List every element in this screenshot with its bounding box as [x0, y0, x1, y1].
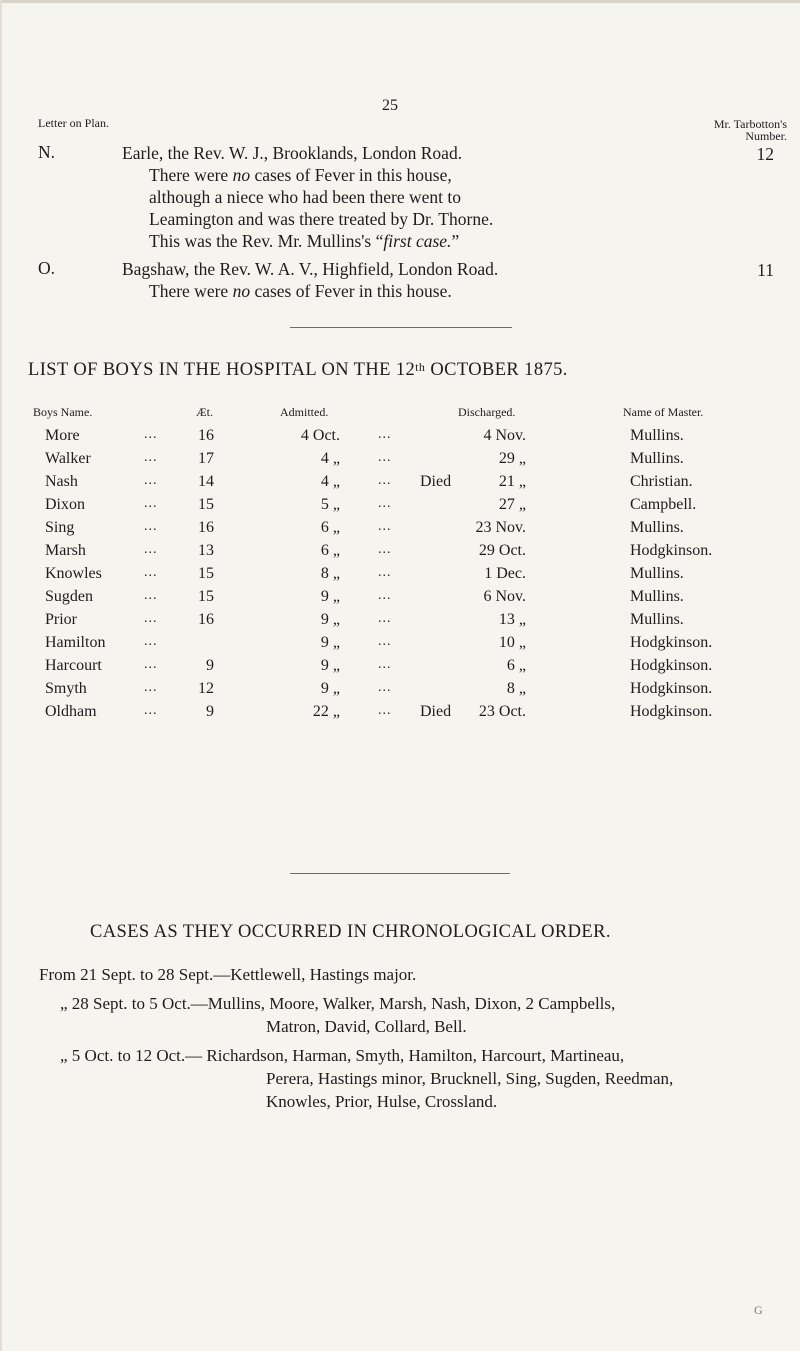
cell-died-marker: Died	[420, 473, 452, 490]
cell-master: Christian.	[630, 473, 693, 490]
cell-admitted: 9 „	[320, 634, 340, 651]
cases-line: „ 5 Oct. to 12 Oct.— Richardson, Harman, Smyth, Hamilton, Harcourt, Martineau,	[60, 1046, 625, 1065]
leader-dots: ...	[144, 473, 158, 488]
page-number: 25	[382, 97, 398, 114]
col-header-aet: Æt.	[196, 405, 214, 419]
entry-text-line	[149, 164, 452, 186]
cell-admitted: 9 „	[320, 657, 340, 674]
entry-letter: O.	[38, 258, 56, 278]
cell-master: Campbell.	[630, 496, 697, 513]
cell-discharged: 6 Nov.	[483, 588, 526, 605]
header-tarbotton-number	[657, 118, 787, 142]
entry-number: 11	[757, 260, 774, 280]
cell-admitted: 8 „	[320, 565, 340, 582]
cell-boy-name: Harcourt	[45, 657, 102, 674]
entry-name: Earle, the Rev. W. J., Brooklands, London Road.	[122, 143, 463, 163]
cell-boy-name: Sing	[45, 519, 75, 536]
entry-number: 12	[756, 144, 774, 164]
leader-dots: ...	[378, 703, 392, 718]
cases-line-continued: Matron, David, Collard, Bell.	[266, 1017, 467, 1036]
cell-age: 16	[198, 519, 214, 536]
cell-boy-name: Nash	[45, 473, 78, 490]
cell-admitted: 9 „	[320, 680, 340, 697]
text: There were	[149, 281, 229, 301]
cell-discharged: 10 „	[498, 634, 526, 651]
emphasis: no	[232, 281, 251, 301]
text: cases of Fever in this house,	[254, 165, 452, 185]
header-right-line1: Mr. Tarbotton's	[713, 117, 787, 131]
cases-line-continued: Perera, Hastings minor, Brucknell, Sing, Sugden, Reedman,	[266, 1069, 674, 1088]
leader-dots: ...	[378, 588, 392, 603]
cell-master: Mullins.	[630, 519, 684, 536]
cell-age: 9	[206, 657, 214, 674]
footer-signature-mark: G	[754, 1303, 763, 1317]
cell-died-marker: Died	[420, 703, 452, 720]
entry-text-line: Leamington and was there treated by Dr. Thorne.	[149, 209, 494, 229]
cell-boy-name: Sugden	[45, 588, 93, 605]
cell-admitted: 5 „	[320, 496, 340, 513]
page-left-edge	[0, 0, 2, 1351]
leader-dots: ...	[144, 427, 158, 442]
cell-master: Mullins.	[630, 450, 684, 467]
cell-discharged: 21 „	[498, 473, 526, 490]
cell-discharged: 27 „	[498, 496, 526, 513]
cell-age: 15	[198, 496, 214, 513]
header-right-line2: Number.	[745, 129, 787, 143]
cell-age: 13	[198, 542, 214, 559]
cell-boy-name: Prior	[45, 611, 77, 628]
col-header-boys-name: Boys Name.	[33, 405, 93, 419]
cell-discharged: 13 „	[498, 611, 526, 628]
cases-line-continued: Knowles, Prior, Hulse, Crossland.	[266, 1092, 498, 1111]
text: ”	[451, 231, 460, 251]
cell-master: Mullins.	[630, 427, 684, 444]
leader-dots: ...	[378, 611, 392, 626]
cell-age: 15	[198, 588, 214, 605]
cell-admitted: 9 „	[320, 588, 340, 605]
cell-discharged: 4 Nov.	[483, 427, 526, 444]
leader-dots: ...	[144, 565, 158, 580]
leader-dots: ...	[378, 450, 392, 465]
cell-discharged: 1 Dec.	[484, 565, 526, 582]
cell-master: Hodgkinson.	[630, 657, 713, 674]
text: This was the Rev. Mr. Mullins's “	[149, 231, 384, 251]
col-header-admitted: Admitted.	[280, 405, 329, 419]
entry-text-line	[149, 280, 452, 302]
text: There were	[149, 165, 229, 185]
cell-age: 16	[198, 611, 214, 628]
leader-dots: ...	[378, 565, 392, 580]
cases-title: CASES AS THEY OCCURRED IN CHRONOLOGICAL ORDER.	[90, 922, 611, 942]
cell-master: Mullins.	[630, 565, 684, 582]
leader-dots: ...	[144, 657, 158, 672]
emphasis: no	[232, 165, 251, 185]
leader-dots: ...	[378, 496, 392, 511]
entry-letter: N.	[38, 142, 56, 162]
entry-text-line	[149, 230, 459, 252]
divider-rule	[290, 873, 510, 874]
cell-age: 14	[198, 473, 214, 490]
title-part: OCTOBER 1875.	[425, 360, 568, 380]
leader-dots: ...	[144, 680, 158, 695]
cell-age: 9	[206, 703, 214, 720]
leader-dots: ...	[378, 542, 392, 557]
entry-text-line: although a niece who had been there went to	[149, 187, 461, 207]
cell-boy-name: Knowles	[45, 565, 102, 582]
list-title	[28, 360, 568, 381]
leader-dots: ...	[144, 703, 158, 718]
cell-discharged: 23 Nov.	[475, 519, 526, 536]
cell-master: Hodgkinson.	[630, 634, 713, 651]
leader-dots: ...	[378, 634, 392, 649]
leader-dots: ...	[144, 496, 158, 511]
leader-dots: ...	[144, 634, 158, 649]
cell-boy-name: Walker	[45, 450, 91, 467]
cell-age: 17	[198, 450, 214, 467]
cell-master: Mullins.	[630, 611, 684, 628]
leader-dots: ...	[378, 473, 392, 488]
cell-master: Hodgkinson.	[630, 703, 713, 720]
cell-master: Mullins.	[630, 588, 684, 605]
col-header-master: Name of Master.	[623, 405, 704, 419]
leader-dots: ...	[144, 450, 158, 465]
leader-dots: ...	[144, 588, 158, 603]
title-superscript: th	[415, 360, 426, 374]
cell-admitted: 4 „	[320, 450, 340, 467]
cell-age: 15	[198, 565, 214, 582]
cell-age: 16	[198, 427, 214, 444]
cell-age: 12	[198, 680, 214, 697]
cell-discharged: 23 Oct.	[478, 703, 526, 720]
cell-discharged: 6 „	[506, 657, 526, 674]
cases-line: „ 28 Sept. to 5 Oct.—Mullins, Moore, Walker, Marsh, Nash, Dixon, 2 Campbells,	[60, 994, 616, 1013]
cell-admitted: 4 „	[320, 473, 340, 490]
title-part: LIST OF BOYS IN THE HOSPITAL ON THE 12	[28, 360, 416, 380]
cell-boy-name: Hamilton	[45, 634, 106, 651]
leader-dots: ...	[378, 680, 392, 695]
cell-boy-name: Smyth	[45, 680, 87, 697]
page-top-edge	[0, 0, 800, 3]
leader-dots: ...	[378, 427, 392, 442]
cell-admitted: 22 „	[312, 703, 340, 720]
cell-discharged: 29 „	[498, 450, 526, 467]
cell-discharged: 8 „	[506, 680, 526, 697]
cell-master: Hodgkinson.	[630, 680, 713, 697]
cell-admitted: 9 „	[320, 611, 340, 628]
cell-boy-name: Oldham	[45, 703, 97, 720]
cell-master: Hodgkinson.	[630, 542, 713, 559]
cell-admitted: 6 „	[320, 542, 340, 559]
leader-dots: ...	[378, 657, 392, 672]
divider-rule	[290, 327, 512, 328]
leader-dots: ...	[378, 519, 392, 534]
leader-dots: ...	[144, 542, 158, 557]
text: cases of Fever in this house.	[254, 281, 452, 301]
entry-name: Bagshaw, the Rev. W. A. V., Highfield, London Road.	[122, 259, 499, 279]
cases-line: From 21 Sept. to 28 Sept.—Kettlewell, Hastings major.	[39, 965, 417, 984]
col-header-discharged: Discharged.	[458, 405, 516, 419]
cell-admitted: 4 Oct.	[300, 427, 340, 444]
leader-dots: ...	[144, 519, 158, 534]
cell-boy-name: Dixon	[45, 496, 85, 513]
cell-admitted: 6 „	[320, 519, 340, 536]
cell-boy-name: Marsh	[45, 542, 86, 559]
cell-discharged: 29 Oct.	[478, 542, 526, 559]
header-letter-on-plan: Letter on Plan.	[38, 116, 109, 130]
leader-dots: ...	[144, 611, 158, 626]
cell-boy-name: More	[45, 427, 80, 444]
emphasis: first case.	[383, 231, 452, 251]
